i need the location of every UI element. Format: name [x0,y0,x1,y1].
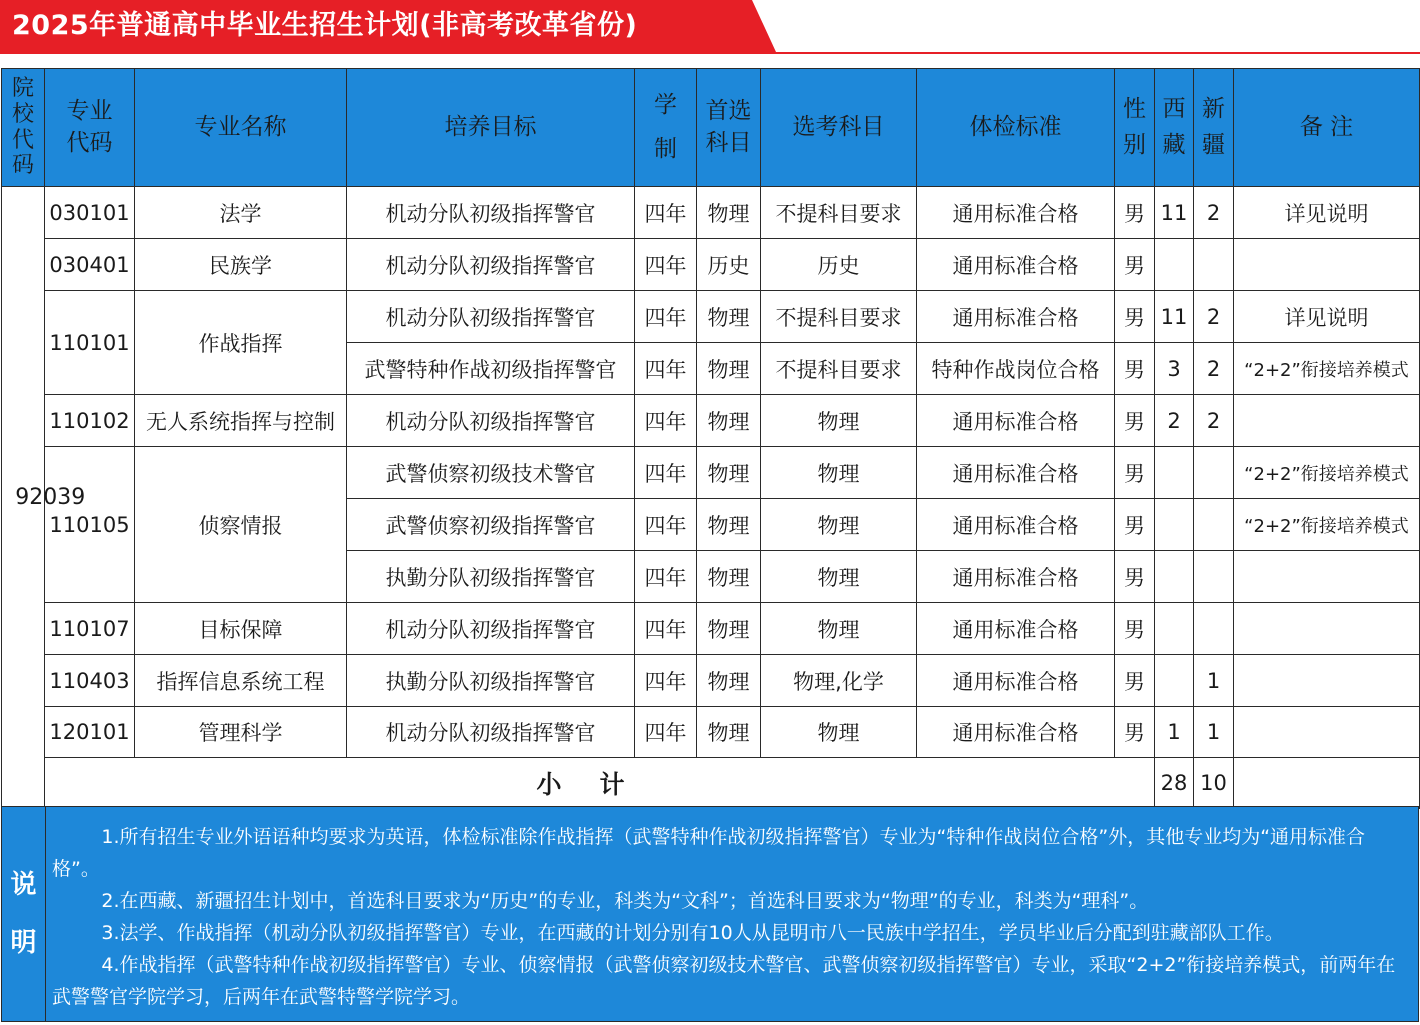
major-name: 无人系统指挥与控制 [135,395,347,447]
header-first-subject-text: 首选科目 [705,98,752,156]
xinjiang-count: 2 [1194,187,1234,239]
header-duration [635,69,697,187]
notes-label-text: 说明 [10,870,37,958]
duration: 四年 [635,551,697,603]
remark [1234,655,1420,707]
header-goal: 培养目标 [347,69,635,187]
elective: 物理,化学 [761,655,917,707]
physical: 通用标准合格 [917,395,1115,447]
title-underline [0,52,1420,54]
physical: 通用标准合格 [917,239,1115,291]
remark: “2+2”衔接培养模式 [1234,499,1420,551]
major-name: 目标保障 [135,603,347,655]
table-row [2,291,1420,343]
table-row [2,447,1420,499]
header-gender-text: 性别 [1123,95,1146,158]
header-physical: 体检标准 [917,69,1115,187]
physical: 通用标准合格 [917,499,1115,551]
header-duration-text: 学制 [654,91,677,162]
goal: 机动分队初级指挥警官 [347,291,635,343]
header-school-code [2,69,45,187]
gender: 男 [1115,499,1155,551]
table-row [2,655,1420,707]
major-name: 民族学 [135,239,347,291]
major-code: 110105 [45,447,135,603]
goal: 武警侦察初级指挥警官 [347,499,635,551]
duration: 四年 [635,447,697,499]
first-subject: 物理 [697,707,761,758]
duration: 四年 [635,603,697,655]
table-row [2,603,1420,655]
gender: 男 [1115,239,1155,291]
xinjiang-count: 1 [1194,655,1234,707]
header-tibet [1155,69,1194,187]
first-subject: 物理 [697,447,761,499]
tibet-count [1155,551,1194,603]
header-first-subject [697,69,761,187]
school-code: 92039 [15,484,86,510]
page-title: 2025年普通高中毕业生招生计划(非高考改革省份) [12,10,638,41]
subtotal-label: 小计 [45,758,1155,809]
tibet-count: 11 [1155,291,1194,343]
remark [1234,707,1420,758]
header-elective: 选考科目 [761,69,917,187]
elective: 物理 [761,499,917,551]
major-name: 指挥信息系统工程 [135,655,347,707]
first-subject: 物理 [697,655,761,707]
duration: 四年 [635,395,697,447]
subtotal-xinjiang: 10 [1194,758,1234,809]
xinjiang-count: 2 [1194,343,1234,395]
elective: 不提科目要求 [761,343,917,395]
table-header-row [2,69,1420,187]
major-code: 030401 [45,239,135,291]
notes-section [1,806,1419,1022]
goal: 机动分队初级指挥警官 [347,187,635,239]
goal: 机动分队初级指挥警官 [347,707,635,758]
gender: 男 [1115,395,1155,447]
remark: 详见说明 [1234,291,1420,343]
tibet-count: 11 [1155,187,1194,239]
table-row [2,187,1420,239]
remark [1234,603,1420,655]
elective: 不提科目要求 [761,291,917,343]
header-tibet-text: 西藏 [1162,95,1186,158]
duration: 四年 [635,187,697,239]
remark: “2+2”衔接培养模式 [1234,447,1420,499]
goal: 执勤分队初级指挥警官 [347,655,635,707]
tibet-count: 1 [1155,707,1194,758]
duration: 四年 [635,655,697,707]
duration: 四年 [635,499,697,551]
major-code: 030101 [45,187,135,239]
major-name: 法学 [135,187,347,239]
goal: 机动分队初级指挥警官 [347,395,635,447]
header-gender [1115,69,1155,187]
gender: 男 [1115,707,1155,758]
first-subject: 物理 [697,291,761,343]
note-item: 4.作战指挥（武警特种作战初级指挥警官）专业、侦察情报（武警侦察初级技术警官、武警侦察初级指挥警官）专业，采取“2+2”衔接培养模式，前两年在武警警官学院学习，后两年在武警特警学院学习。 [52,954,1396,1008]
header-major-name: 专业名称 [135,69,347,187]
physical: 特种作战岗位合格 [917,343,1115,395]
first-subject: 物理 [697,499,761,551]
tibet-count [1155,655,1194,707]
physical: 通用标准合格 [917,291,1115,343]
remark: 详见说明 [1234,187,1420,239]
note-item: 2.在西藏、新疆招生计划中，首选科目要求为“历史”的专业，科类为“文科”；首选科目要求为“物理”的专业，科类为“理科”。 [101,890,1149,912]
elective: 物理 [761,447,917,499]
first-subject: 物理 [697,551,761,603]
major-code: 110102 [45,395,135,447]
tibet-count [1155,499,1194,551]
table-row [2,395,1420,447]
xinjiang-count [1194,551,1234,603]
remark: “2+2”衔接培养模式 [1234,343,1420,395]
duration: 四年 [635,239,697,291]
school-code-cell [2,187,86,809]
physical: 通用标准合格 [917,603,1115,655]
major-code: 120101 [45,707,135,758]
goal: 武警侦察初级技术警官 [347,447,635,499]
major-code: 110101 [45,291,135,395]
remark [1234,239,1420,291]
major-name: 作战指挥 [135,291,347,395]
physical: 通用标准合格 [917,551,1115,603]
header-xinjiang-text: 新疆 [1202,95,1225,158]
note-item: 3.法学、作战指挥（机动分队初级指挥警官）专业，在西藏的计划分别有10人从昆明市八一民族中学招生，学员毕业后分配到驻藏部队工作。 [101,922,1284,944]
xinjiang-count [1194,239,1234,291]
elective: 物理 [761,707,917,758]
duration: 四年 [635,291,697,343]
first-subject: 物理 [697,395,761,447]
goal: 机动分队初级指挥警官 [347,239,635,291]
notes-body [52,821,1404,1013]
gender: 男 [1115,343,1155,395]
first-subject: 物理 [697,603,761,655]
xinjiang-count [1194,499,1234,551]
header-xinjiang [1194,69,1234,187]
elective: 不提科目要求 [761,187,917,239]
gender: 男 [1115,551,1155,603]
note-item: 1.所有招生专业外语语种均要求为英语，体检标准除作战指挥（武警特种作战初级指挥警官）专业为“特种作战岗位合格”外，其他专业均为“通用标准合格”。 [52,826,1366,880]
physical: 通用标准合格 [917,655,1115,707]
major-name: 管理科学 [135,707,347,758]
physical: 通用标准合格 [917,187,1115,239]
first-subject: 物理 [697,187,761,239]
gender: 男 [1115,291,1155,343]
major-name: 侦察情报 [135,447,347,603]
xinjiang-count: 2 [1194,395,1234,447]
header-major-code-text: 专业代码 [66,98,113,156]
duration: 四年 [635,343,697,395]
physical: 通用标准合格 [917,447,1115,499]
goal: 执勤分队初级指挥警官 [347,551,635,603]
goal: 武警特种作战初级指挥警官 [347,343,635,395]
subtotal-row [2,758,1420,809]
elective: 历史 [761,239,917,291]
xinjiang-count: 1 [1194,707,1234,758]
gender: 男 [1115,447,1155,499]
xinjiang-count: 2 [1194,291,1234,343]
elective: 物理 [761,603,917,655]
remark [1234,551,1420,603]
remark [1234,395,1420,447]
first-subject: 历史 [697,239,761,291]
major-code: 110403 [45,655,135,707]
goal: 机动分队初级指挥警官 [347,603,635,655]
enrollment-plan-table [1,68,1420,809]
notes-label [2,807,46,1021]
first-subject: 物理 [697,343,761,395]
subtotal-remark [1234,758,1420,809]
header-major-code [45,69,135,187]
physical: 通用标准合格 [917,707,1115,758]
gender: 男 [1115,187,1155,239]
duration: 四年 [635,707,697,758]
table-row [2,707,1420,758]
tibet-count: 2 [1155,395,1194,447]
xinjiang-count [1194,447,1234,499]
tibet-count [1155,239,1194,291]
gender: 男 [1115,655,1155,707]
xinjiang-count [1194,603,1234,655]
tibet-count [1155,603,1194,655]
table-row [2,239,1420,291]
major-code: 110107 [45,603,135,655]
header-school-code-text: 院校代码 [12,75,35,179]
gender: 男 [1115,603,1155,655]
elective: 物理 [761,395,917,447]
tibet-count: 3 [1155,343,1194,395]
tibet-count [1155,447,1194,499]
header-remark: 备 注 [1234,69,1420,187]
elective: 物理 [761,551,917,603]
subtotal-tibet: 28 [1155,758,1194,809]
